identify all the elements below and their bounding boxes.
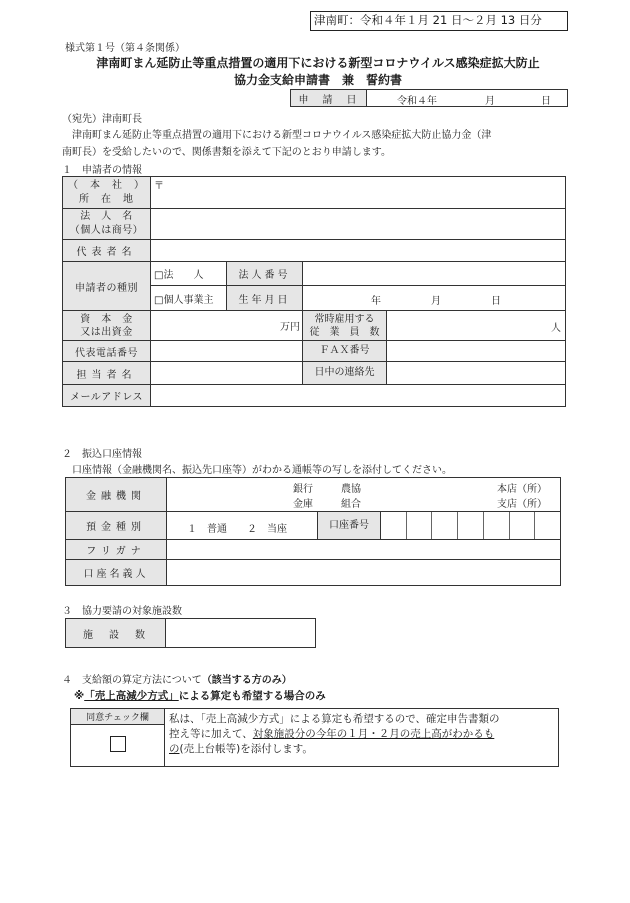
phone-field[interactable] [151,341,303,362]
type-individual-checkbox[interactable]: □個人事業主 [151,286,227,311]
intro-line1: 津南町まん延防止等重点措置の適用下における新型コロナウイルス感染症拡大防止協力金（津 [72,130,492,141]
bank-type-kumiai: 組合 [341,499,361,510]
corp-name-field[interactable] [151,209,566,240]
employees-label [303,311,387,340]
section4-heading-text: ４ 支給額の算定方法について [62,675,202,686]
section3-heading: ３ 協力要請の対象施設数 [62,606,182,617]
section2-note: 口座情報（金融機関名、振込先口座等）がわかる通帳等の写しを添付してください。 [72,465,452,476]
consent-text [165,709,559,767]
address-field[interactable] [151,177,566,209]
form-number: 様式第１号（第４条関係） [65,43,185,54]
date-day: 日 [541,96,551,107]
phone-label: 代表電話番号 [63,341,151,362]
capital-label [63,311,151,341]
section4-subheading-mark: ※ [74,690,85,702]
application-date-field[interactable] [367,90,568,107]
employees-label-top: 常時雇用する [314,314,375,325]
daytime-label: 日中の連絡先 [303,362,387,384]
corp-name-label [63,209,151,240]
dob-month: 月 [431,296,441,307]
bank-label: 金融機関 [66,478,167,512]
consent-label: 同意チェック欄 [71,709,165,725]
fax-field[interactable] [303,341,566,362]
dob-year: 年 [371,296,381,307]
capital-label-top: 資 本 金 [80,313,133,325]
rep-label: 代表者名 [63,240,151,262]
email-label: メールアドレス [63,385,151,407]
type-label: 申請者の種別 [63,262,151,311]
daytime-contact-field[interactable] [303,362,566,385]
section4-heading-bold: （該当する方のみ） [201,675,292,686]
facility-table [65,618,316,648]
type-corp-checkbox[interactable]: □法 人 [151,262,227,286]
section4-subheading-method: 「売上高減少方式」 [84,690,179,702]
consent-text-line2-a: 控え等に加えて、 [169,728,253,740]
consent-text-line3-b: (売上台帳等)を添付します。 [179,743,313,755]
bank-type-bank: 銀行 [293,484,313,495]
date-month: 月 [485,96,495,107]
bank-type-nokyo: 農協 [341,484,361,495]
branch-head: 本店（所） [497,484,547,495]
date-era: 令和４年 [397,96,437,107]
corp-no-label: 法人番号 [227,262,303,286]
employees-unit: 人 [551,323,562,334]
email-field[interactable] [151,385,566,407]
facility-label: 施 設 数 [66,619,166,648]
bank-type-shinkin: 金庫 [293,499,313,510]
capital-unit: 万円 [280,322,300,333]
dob-label: 生年月日 [227,286,303,311]
contact-field[interactable] [151,362,303,385]
account-no-label: 口座番号 [317,512,381,539]
branch-sub: 支店（所） [497,499,547,510]
facility-count-field[interactable] [166,619,316,648]
contact-label: 担当者名 [63,362,151,385]
furigana-field[interactable] [167,540,561,560]
application-date-table [290,89,568,107]
corp-name-label-top: 法 人 名 [80,211,133,222]
dob-day: 日 [491,296,501,307]
section4-subheading-tail: による算定も希望する場合のみ [178,690,326,702]
address-label-bottom: 所 在 地 [79,193,134,205]
address-label [63,177,151,209]
fax-label: ＦＡＸ番号 [303,341,387,361]
corp-name-label-bottom: （個人は商号） [69,225,144,236]
form-title-line1: 津南町まん延防止等重点措置の適用下における新型コロナウイルス感染症拡大防止 [96,56,540,70]
application-date-label: 申 請 日 [291,90,367,107]
rep-field[interactable] [151,240,566,262]
section1-heading: １ 申請者の情報 [62,165,142,176]
addressee: （宛先）津南町長 [62,114,142,125]
furigana-label: フリガナ [66,540,167,560]
address-label-top: （ 本 社 ） [68,179,145,191]
postal-mark: 〒 [154,181,164,192]
consent-text-line3 [169,742,554,757]
employees-label-bottom: 従 業 員 数 [309,327,380,338]
period-note: 津南町：令和４年１月 21 日～２月 13 日分 [310,11,568,31]
employees-field[interactable] [303,311,566,341]
intro-line2: 南町長）を受給したいので、関係書類を添えて下記のとおり申請します。 [62,147,391,158]
consent-table [70,708,559,767]
account-type-label: 預金種別 [66,512,167,540]
consent-text-line2-b: 対象施設分の今年の１月・２月の売上高がわかるも [252,728,495,740]
section4-heading [62,671,292,686]
section2-heading: ２ 振込口座情報 [62,449,142,460]
holder-label: 口座名義人 [66,560,167,586]
account-no-digit-boxes[interactable] [381,512,560,539]
consent-text-line1: 私は、「売上高減少方式」による算定も希望するので、確定申告書類の [169,713,500,725]
form-title-line2: 協力金支給申請書 兼 誓約書 [233,73,402,87]
applicant-info-table [62,176,566,407]
consent-text-line3-a: の [169,743,180,755]
bank-name-field[interactable] [167,478,561,512]
account-type-row[interactable] [167,512,561,540]
capital-field[interactable] [151,311,303,341]
dob-field[interactable] [303,286,566,311]
consent-text-line2 [169,727,554,742]
capital-label-bottom: 又は出資金 [80,326,133,338]
account-type-options[interactable]: １ 普通 ２ 当座 [187,524,287,535]
bank-info-table [65,477,561,586]
consent-checkbox[interactable] [110,736,126,752]
holder-field[interactable] [167,560,561,586]
consent-checkbox-cell[interactable] [71,725,165,767]
section4-subheading [74,688,326,703]
corp-no-field[interactable] [303,262,566,286]
